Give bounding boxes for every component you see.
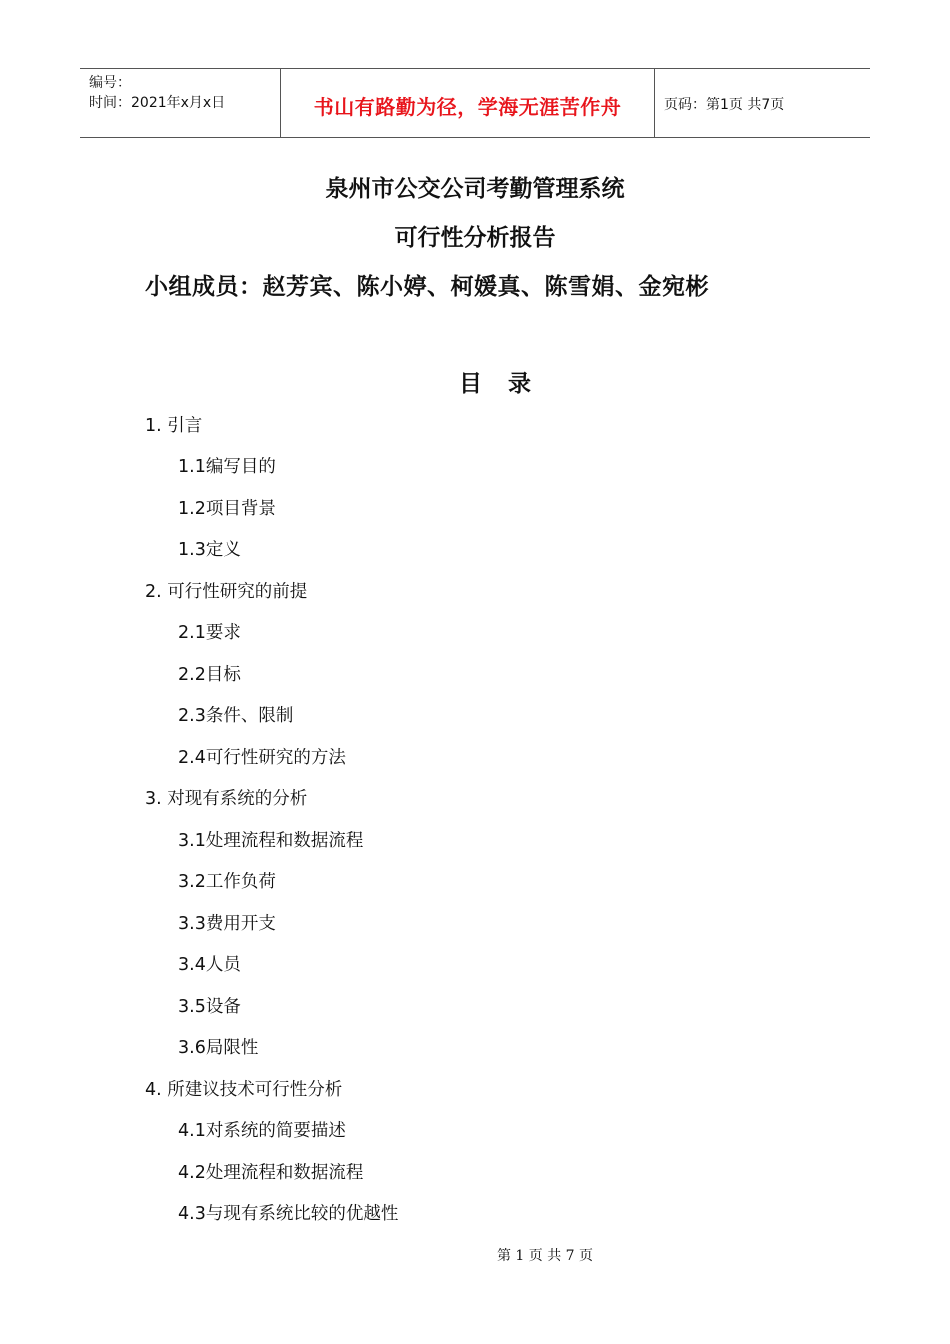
toc-entry[interactable]: 3. 对现有系统的分析 — [145, 789, 308, 809]
header-motto-cell — [281, 69, 655, 137]
toc-entry[interactable]: 2.4可行性研究的方法 — [178, 748, 346, 768]
toc-entry[interactable]: 3.6局限性 — [178, 1038, 259, 1058]
toc-entry[interactable]: 3.1处理流程和数据流程 — [178, 831, 364, 851]
toc-entry[interactable]: 1.2项目背景 — [178, 499, 276, 519]
toc-entry[interactable]: 4.3与现有系统比较的优越性 — [178, 1204, 399, 1224]
toc-entry[interactable]: 2. 可行性研究的前提 — [145, 582, 308, 602]
toc-entry[interactable]: 2.2目标 — [178, 665, 241, 685]
toc-entry[interactable]: 1. 引言 — [145, 416, 203, 436]
page-header — [80, 68, 870, 138]
toc-entry[interactable]: 4.2处理流程和数据流程 — [178, 1163, 364, 1183]
document-title: 泉州市公交公司考勤管理系统 — [325, 175, 625, 202]
header-page-label: 页码：第1页 共7页 — [664, 97, 785, 113]
toc-entry[interactable]: 3.4人员 — [178, 955, 241, 975]
toc-entry[interactable]: 1.1编写目的 — [178, 457, 276, 477]
header-number-label: 编号： — [89, 75, 131, 91]
toc-entry[interactable]: 1.3定义 — [178, 540, 241, 560]
toc-heading: 目 录 — [458, 370, 531, 397]
header-time-label: 时间：2021年x月x日 — [89, 95, 226, 111]
toc-entry[interactable]: 4. 所建议技术可行性分析 — [145, 1080, 343, 1100]
toc-entry[interactable]: 3.3费用开支 — [178, 914, 276, 934]
document-subtitle: 可行性分析报告 — [394, 224, 556, 251]
header-motto: 书山有路勤为径，学海无涯苦作舟 — [313, 94, 622, 119]
toc-entry[interactable]: 2.1要求 — [178, 623, 241, 643]
header-meta — [80, 69, 281, 137]
group-members: 小组成员：赵芳宾、陈小婷、柯媛真、陈雪娟、金宛彬 — [145, 273, 709, 300]
toc-entry[interactable]: 3.2工作负荷 — [178, 872, 276, 892]
toc-entry[interactable]: 4.1对系统的简要描述 — [178, 1121, 346, 1141]
toc-entry[interactable]: 2.3条件、限制 — [178, 706, 294, 726]
toc-entry[interactable]: 3.5设备 — [178, 997, 241, 1017]
page-footer: 第 1 页 共 7 页 — [496, 1248, 594, 1264]
